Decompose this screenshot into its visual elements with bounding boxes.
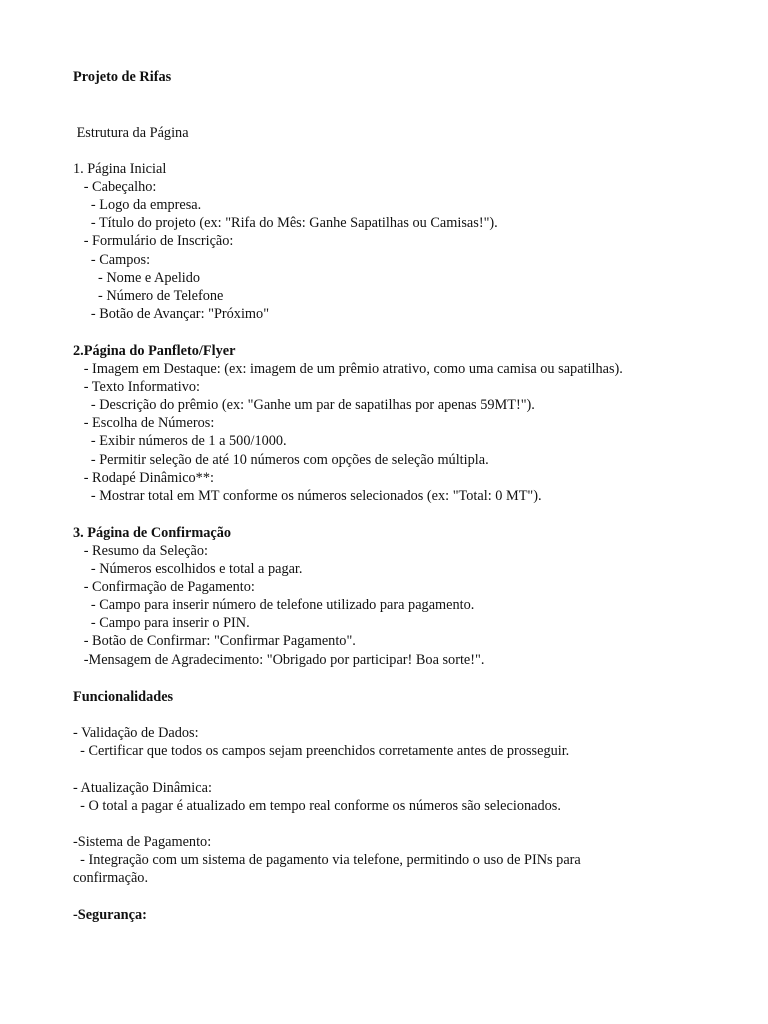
- feature-title: - Atualização Dinâmica:: [73, 780, 212, 796]
- list-item: - Botão de Avançar: "Próximo": [73, 306, 270, 322]
- list-item: - Campo para inserir número de telefone utilizado para pagamento.: [73, 597, 475, 613]
- list-item: - Cabeçalho:: [73, 179, 157, 195]
- document-title: Projeto de Rifas: [73, 69, 172, 85]
- list-item: - Formulário de Inscrição:: [73, 233, 234, 249]
- feature-detail: - O total a pagar é atualizado em tempo real conforme os números são selecionados.: [73, 798, 561, 814]
- list-item: - Mostrar total em MT conforme os números selecionados (ex: "Total: 0 MT").: [73, 488, 542, 504]
- section-heading-structure: Estrutura da Página: [73, 125, 189, 141]
- list-item: - Botão de Confirmar: "Confirmar Pagamento".: [73, 633, 356, 649]
- list-item: -Mensagem de Agradecimento: "Obrigado por participar! Boa sorte!".: [73, 652, 485, 668]
- list-item: - Texto Informativo:: [73, 379, 200, 395]
- list-item: - Rodapé Dinâmico**:: [73, 470, 214, 486]
- list-item: - Descrição do prêmio (ex: "Ganhe um par de sapatilhas por apenas 59MT!").: [73, 397, 535, 413]
- feature-title: - Validação de Dados:: [73, 725, 199, 741]
- list-item: - Logo da empresa.: [73, 197, 202, 213]
- list-item: - Nome e Apelido: [73, 270, 201, 286]
- list-item: - Números escolhidos e total a pagar.: [73, 561, 303, 577]
- page2-title: 2.Página do Panfleto/Flyer: [73, 343, 236, 359]
- list-item: - Campos:: [73, 252, 151, 268]
- feature-detail: - Certificar que todos os campos sejam preenchidos corretamente antes de prosseguir.: [73, 743, 570, 759]
- list-item: - Confirmação de Pagamento:: [73, 579, 255, 595]
- page3-title: 3. Página de Confirmação: [73, 525, 232, 541]
- page1-title: 1. Página Inicial: [73, 161, 167, 177]
- feature-title: -Sistema de Pagamento:: [73, 834, 212, 850]
- list-item: - Escolha de Números:: [73, 415, 215, 431]
- feature-detail-continuation: confirmação.: [73, 870, 149, 886]
- list-item: - Exibir números de 1 a 500/1000.: [73, 433, 287, 449]
- list-item: - Resumo da Seleção:: [73, 543, 208, 559]
- section-heading-funcionalidades: Funcionalidades: [73, 689, 174, 705]
- list-item: - Número de Telefone: [73, 288, 224, 304]
- list-item: - Imagem em Destaque: (ex: imagem de um prêmio atrativo, como uma camisa ou sapatilhas).: [73, 361, 623, 377]
- feature-title-security: -Segurança:: [73, 907, 147, 923]
- list-item: - Permitir seleção de até 10 números com opções de seleção múltipla.: [73, 452, 489, 468]
- list-item: - Campo para inserir o PIN.: [73, 615, 250, 631]
- feature-detail: - Integração com um sistema de pagamento via telefone, permitindo o uso de PINs para: [73, 852, 581, 868]
- list-item: - Título do projeto (ex: "Rifa do Mês: Ganhe Sapatilhas ou Camisas!").: [73, 215, 498, 231]
